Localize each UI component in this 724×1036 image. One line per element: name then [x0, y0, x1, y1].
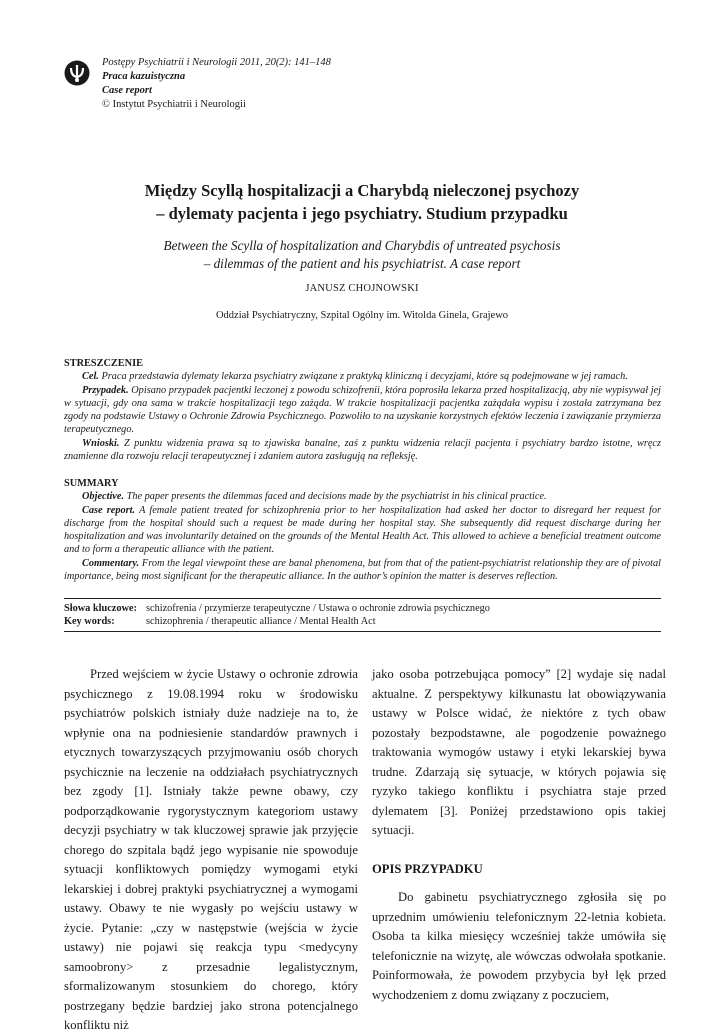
journal-meta	[102, 56, 331, 112]
title-line-1: Między Scyllą hospitalizacji a Charybdą nieleczonej psychozy	[144, 181, 580, 200]
abstract-pl-heading: STRESZCZENIE	[64, 358, 143, 369]
section-text: Opisano przypadek pacjentki leczonej z powodu schizofrenii, która poprosiła lekarza przed hospitalizacją, aby nie wypisywał jej w sytuacji, gdy ona sama w trakcie hospitalizacji tego zażąda. W trakcie hospitalizacji pacjentka zażądała wypisu i została zatrzymana bez zgody na podstawie Ustawy o Ochronie Zdrowia Psychicznego. Pozwoliło to na uzyskanie korzystnych efektów leczenia i zawiązanie przymierza terapeutycznego.	[64, 384, 662, 436]
section-label: Wnioski.	[82, 437, 120, 449]
section-text: A female patient treated for schizophrenia prior to her hospitalization had asked her doctor to disregard her request for discharge from the hospital should such a request be made during her hospital stay. She subsequently did request discharge during her hospitalization and was involuntarily detained on the grounds of the Mental Health Act. This allowed to achieve a beneficial treatment outcome and to form a therapeutic alliance with the patient.	[64, 504, 661, 556]
abstract-pl-section	[64, 384, 661, 437]
keywords-en-label: Key words:	[64, 616, 115, 627]
title-line-2: – dylematy pacjenta i jego psychiatry. Studium przypadku	[156, 204, 568, 223]
body-column-left	[64, 665, 358, 1036]
abstract-en-heading: SUMMARY	[64, 478, 119, 489]
article-type-pl: Praca kazuistyczna	[102, 71, 186, 82]
article-title	[64, 179, 660, 225]
keywords-box	[64, 598, 661, 632]
journal-citation: Postępy Psychiatrii i Neurologii 2011, 20(2): 141–148	[102, 57, 331, 68]
section-label: Cel.	[82, 371, 99, 383]
keywords-pl-label: Słowa kluczowe:	[64, 603, 137, 614]
abstract-pl	[64, 357, 661, 463]
section-label: Objective.	[82, 491, 125, 503]
abstract-pl-section	[64, 370, 661, 383]
section-heading: OPIS PRZYPADKU	[372, 861, 483, 876]
body-column-right	[372, 665, 666, 1005]
section-text: The paper presents the dilemmas faced and decisions made by the psychiatrist in his clinical practice.	[126, 491, 547, 503]
keywords-pl-value: schizofrenia / przymierze terapeutyczne / Ustawa o ochronie zdrowia psychicznego	[146, 603, 490, 614]
abstract-en-section	[64, 504, 661, 557]
article-subtitle	[64, 237, 660, 273]
keywords-pl	[64, 602, 661, 615]
body-paragraph: Do gabinetu psychiatrycznego zgłosiła się po uprzednim umówieniu telefonicznym 22-letnia kobieta. Osoba ta kilka miesięcy wcześniej także umówiła się telefonicznie na wizytę, ale wówczas odwołała spotkanie. Poinformowała, że powodem przybycia był lęk przed wychodzeniem z domu związany z poczuciem,	[372, 890, 666, 1002]
author-name: JANUSZ CHOJNOWSKI	[305, 283, 419, 294]
body-paragraph: Przed wejściem w życie Ustawy o ochronie zdrowia psychicznego z 19.08.1994 roku w środowisku psychiatrów polskich istniały duże nadzieje na to, że wpłynie ona na podniesienie standardów prawnych i etycznych towarzyszących przyjmowaniu osób chorych psychicznie na leczenie na oddziałach psychiatrycznych bez zgody [1]. Istniały także pewne obawy, czy podporządkowanie rygorystycznym kategoriom ustawy decyzji psychiatry w tak kluczowej sprawie jak przyjęcie chorego do szpitala bądź jego wypisanie nie spowoduje sytuacji konfliktowych pomiędzy wymogami etyki lekarskiej i dobrej praktyki psychiatrycznej a wymogami ustawy. Obawy te nie wygasły po wejściu ustawy w życie. Pytanie: „czy w następstwie (wejścia w życie ustawy) nie pojawi się reakcja typu <medycyny samoobrony> z przesadnie legalistycznym, sformalizowanym stosunkiem do chorego, który postrzegany będzie bardziej jako strona potencjalnego konfliktu niż	[64, 667, 358, 1032]
subtitle-line-1: Between the Scylla of hospitalization and Charybdis of untreated psychosis	[163, 238, 561, 253]
keywords-en	[64, 615, 661, 628]
subtitle-line-2: – dilemmas of the patient and his psychiatrist. A case report	[203, 256, 521, 271]
section-label: Commentary.	[82, 557, 140, 569]
keywords-en-value: schizophrenia / therapeutic alliance / Mental Health Act	[146, 616, 376, 627]
section-label: Przypadek.	[82, 384, 129, 396]
abstract-en-section	[64, 557, 661, 584]
abstract-pl-section	[64, 437, 661, 464]
body-paragraph: jako osoba potrzebująca pomocy” [2] wydaje się nadal aktualne. Z perspektywy kilkunastu lat obowiązywania ustawy w Polsce widać, że niektóre z tych obaw pozostały bezpodstawne, ale pogodzenie poważnego traktowania wymogów ustawy i etyki lekarskiej bywa trudne. Zdarzają się sytuacje, w których pojawia się ryzyko takiego konfliktu i psychiatra staje przed dylematem [3]. Poniżej przedstawiono opis takiej sytuacji.	[372, 667, 666, 837]
author-affiliation: Oddział Psychiatryczny, Szpital Ogólny im. Witolda Ginela, Grajewo	[215, 310, 509, 321]
institute-logo-icon	[64, 60, 90, 86]
abstract-en-section	[64, 490, 661, 503]
section-text: Z punktu widzenia prawa są to zjawiska banalne, zaś z punktu widzenia relacji pacjenta i psychiatry bardzo istotne, wręcz znamienne dla rozwoju relacji terapeutycznej i zdaniem autora zasługują na refleksję.	[64, 437, 662, 463]
section-label: Case report.	[82, 504, 136, 516]
copyright: © Instytut Psychiatrii i Neurologii	[102, 99, 246, 110]
article-type-en: Case report	[102, 85, 152, 96]
section-text: From the legal viewpoint these are banal phenomena, but from that of the patient-psychiatrist relationship they are of pivotal importance, being most significant for the therapeutic alliance. In the author’s opinion the matter is deserves reflection.	[64, 557, 661, 583]
section-text: Praca przedstawia dylematy lekarza psychiatry związane z praktyką kliniczną i decyzjami, które są podejmowane w jej ramach.	[101, 371, 628, 383]
abstract-en	[64, 477, 661, 583]
